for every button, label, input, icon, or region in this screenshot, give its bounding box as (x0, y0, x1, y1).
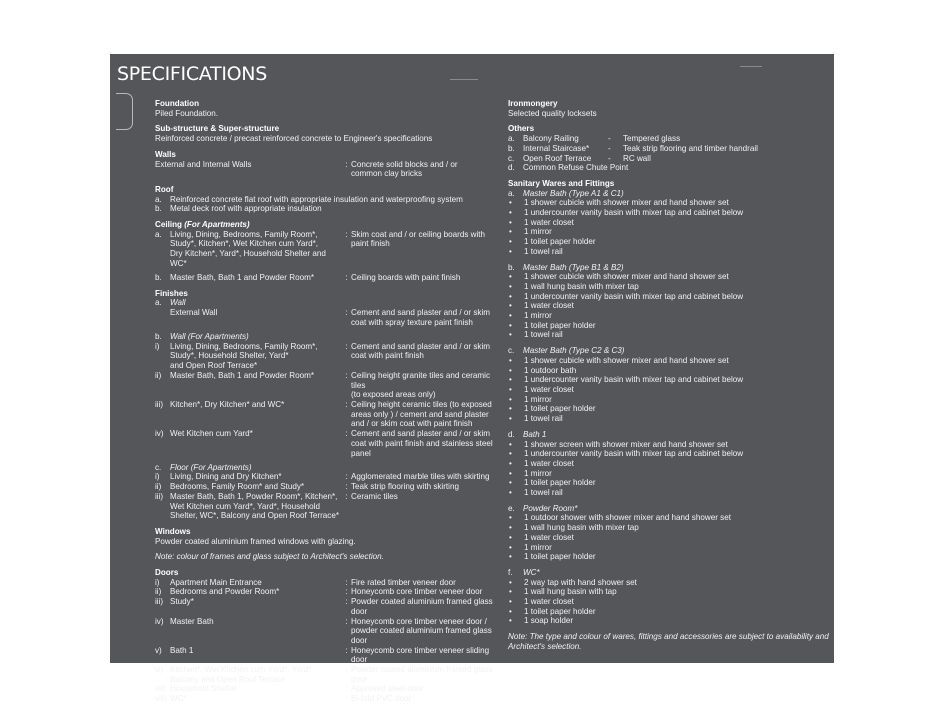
sanitary-item-text: 1 mirror (524, 542, 552, 552)
door-label: Kitchen*, Wet Kitchen cum Yard*, Yard*, (170, 665, 314, 675)
colon: : (345, 491, 348, 501)
colon: : (345, 429, 348, 439)
sanitary-item (508, 578, 830, 588)
wall-label: External Wall (170, 308, 218, 318)
sanitary-item (508, 395, 830, 405)
ceiling-row (155, 273, 495, 283)
wall-apts-desc: Cement and sand plaster and / or skim (351, 341, 491, 351)
bullet-icon: • (509, 577, 512, 587)
bullet-icon: • (509, 365, 512, 375)
bullet-icon: • (509, 355, 512, 365)
bullet-icon: • (509, 523, 512, 533)
item-letter: a. (508, 134, 515, 144)
door-desc: Approved steel door (351, 684, 424, 694)
bullet-icon: • (509, 246, 512, 256)
floor-label: Master Bath, Bath 1, Powder Room*, Kitchen*, (170, 491, 338, 501)
sanitary-item (508, 301, 830, 311)
sanitary-item (508, 478, 830, 488)
sanitary-item (508, 237, 830, 247)
right-column (508, 99, 830, 652)
walls-heading: Walls (155, 149, 176, 159)
others-label: Open Roof Terrace (523, 153, 592, 163)
sanitary-heading: Sanitary Wares and Fittings (508, 178, 615, 188)
sanitary-item (508, 282, 830, 292)
item-numeral: ii) (155, 370, 162, 380)
colon: : (345, 587, 348, 597)
wall-apts-label: Kitchen*, Dry Kitchen* and WC* (170, 399, 285, 409)
bullet-icon: • (509, 587, 512, 597)
colon: : (345, 694, 348, 704)
sanitary-item (508, 208, 830, 218)
item-letter: f. (508, 567, 513, 577)
item-numeral: iii) (155, 597, 164, 607)
doors-heading: Doors (155, 568, 179, 578)
sanitary-item (508, 440, 830, 450)
door-row (155, 597, 495, 616)
item-letter: c. (508, 346, 515, 356)
sanitary-group-title: Bath 1 (523, 429, 547, 439)
bullet-icon: • (509, 532, 512, 542)
item-numeral: iii) (155, 399, 164, 409)
door-row (155, 587, 495, 597)
specifications-sheet (110, 54, 834, 704)
sanitary-group-title-row (508, 568, 830, 578)
windows-note: Note: colour of frames and glass subject to Architect's selection. (155, 552, 384, 562)
item-numeral: iv) (155, 616, 164, 626)
sanitary-item-text: 2 way tap with hand shower set (524, 577, 637, 587)
sanitary-group-title: WC* (523, 567, 540, 577)
sanitary-group-title-row (508, 263, 830, 273)
colon: : (345, 684, 348, 694)
scan-mark (450, 79, 478, 80)
others-desc: Teak strip flooring and timber handrail (623, 143, 758, 153)
colon: : (345, 159, 348, 169)
door-desc: Bi-fold PVC door (351, 694, 412, 704)
bullet-icon: • (509, 272, 512, 282)
sanitary-item-text: 1 shower cubicle with shower mixer and hand shower set (524, 198, 729, 208)
others-row (508, 134, 830, 144)
bullet-icon: • (509, 552, 512, 562)
walls-label: External and Internal Walls (155, 159, 252, 169)
item-numeral: ii) (155, 482, 162, 492)
item-letter: b. (155, 273, 162, 283)
sanitary-note: Note: The type and colour of wares, fittings and accessories are subject to availability and Architect's selection. (508, 632, 829, 651)
bullet-icon: • (509, 198, 512, 208)
wall-apts-row (155, 342, 495, 371)
sanitary-item (508, 488, 830, 498)
bullet-icon: • (509, 468, 512, 478)
sanitary-item (508, 459, 830, 469)
bullet-icon: • (509, 414, 512, 424)
bullet-icon: • (509, 449, 512, 459)
sanitary-item-text: 1 shower cubicle with shower mixer and hand shower set (524, 355, 729, 365)
wall-row (155, 308, 495, 327)
door-desc: Powder coated aluminium framed glass (351, 665, 493, 675)
walls-desc: common clay bricks (351, 169, 423, 179)
sanitary-item-text: 1 toilet paper holder (524, 552, 596, 562)
bullet-icon: • (509, 320, 512, 330)
sanitary-item-text: 1 undercounter vanity basin with mixer tap and cabinet below (524, 291, 744, 301)
item-letter: b. (508, 143, 515, 153)
sanitary-item (508, 552, 830, 562)
ceiling-label: Living, Dining, Bedrooms, Family Room*, (170, 229, 318, 239)
sanitary-item (508, 311, 830, 321)
door-row (155, 617, 495, 646)
ironmongery-heading: Ironmongery (508, 99, 558, 108)
sanitary-item (508, 356, 830, 366)
sanitary-item (508, 513, 830, 523)
ceiling-heading (155, 220, 495, 230)
wall-apts-row (155, 371, 495, 400)
windows-heading: Windows (155, 526, 191, 536)
sanitary-group-title-row (508, 346, 830, 356)
floor-label: Wet Kitchen cum Yard*, Yard*, Household (170, 501, 320, 511)
sanitary-item-text: 1 towel rail (524, 246, 563, 256)
substructure-heading: Sub-structure & Super-structure (155, 124, 280, 134)
roof-text: Reinforced concrete flat roof with appropriate insulation and waterproofing system (170, 194, 463, 204)
bullet-icon: • (509, 217, 512, 227)
sanitary-item (508, 607, 830, 617)
item-letter: b. (155, 332, 162, 342)
door-label: WC* (170, 694, 187, 704)
others-row (508, 154, 830, 164)
item-numeral: v) (155, 645, 162, 655)
sanitary-item-text: 1 mirror (524, 311, 552, 321)
bracket-decoration (116, 93, 133, 130)
item-letter: a. (155, 194, 162, 204)
sanitary-groups (508, 189, 830, 627)
bullet-icon: • (509, 513, 512, 523)
wall-apts-row (155, 400, 495, 429)
sanitary-item-text: 1 water closet (524, 301, 574, 311)
others-dash: - (608, 153, 611, 163)
sanitary-group-title-row (508, 189, 830, 199)
floor-row (155, 482, 495, 492)
ironmongery-text: Selected quality locksets (508, 108, 597, 118)
sanitary-item-text: 1 toilet paper holder (524, 237, 596, 247)
door-label: Apartment Main Entrance (170, 577, 262, 587)
roof-text: Metal deck roof with appropriate insulation (170, 204, 322, 214)
foundation-heading: Foundation (155, 99, 200, 108)
floor-desc: Ceramic tiles (351, 491, 398, 501)
floor-apts-title: Floor (For Apartments) (170, 462, 252, 472)
item-letter: e. (508, 503, 515, 513)
colon: : (345, 370, 348, 380)
ceiling-desc: Ceiling boards with paint finish (351, 273, 461, 283)
sanitary-item (508, 247, 830, 257)
sanitary-item-text: 1 water closet (524, 384, 574, 394)
bullet-icon: • (509, 597, 512, 607)
bullet-icon: • (509, 375, 512, 385)
sanitary-item (508, 543, 830, 553)
roof-heading: Roof (155, 184, 174, 194)
bullet-icon: • (509, 291, 512, 301)
others-label: Balcony Railing (523, 134, 579, 144)
wall-apts-label: Master Bath, Bath 1 and Powder Room* (170, 370, 314, 380)
sanitary-item (508, 449, 830, 459)
windows-text: Powder coated aluminium framed windows with glazing. (155, 536, 356, 546)
sanitary-item (508, 616, 830, 626)
item-letter: d. (508, 163, 515, 173)
item-letter: c. (155, 462, 162, 472)
sanitary-item-text: 1 mirror (524, 227, 552, 237)
wall-apts-label: Wet Kitchen cum Yard* (170, 429, 253, 439)
door-desc: Powder coated aluminium framed glass (351, 597, 493, 607)
bullet-icon: • (509, 616, 512, 626)
wall-apts-row (155, 429, 495, 458)
item-numeral: i) (155, 472, 160, 482)
sanitary-item-text: 1 undercounter vanity basin with mixer tap and cabinet below (524, 449, 744, 459)
item-letter: b. (155, 204, 162, 214)
sanitary-item-text: 1 water closet (524, 217, 574, 227)
bullet-icon: • (509, 227, 512, 237)
sanitary-item (508, 404, 830, 414)
floor-desc: Teak strip flooring with skirting (351, 482, 459, 492)
ceiling-desc: paint finish (351, 239, 390, 249)
sanitary-group-title: Master Bath (Type A1 & C1) (523, 188, 624, 198)
sanitary-group-title: Master Bath (Type C2 & C3) (523, 346, 625, 356)
bullet-icon: • (509, 384, 512, 394)
others-label: Internal Staircase* (523, 143, 590, 153)
door-label: Bath 1 (170, 645, 194, 655)
bullet-icon: • (509, 208, 512, 218)
scan-mark (740, 66, 762, 67)
wall-apts-desc: panel (351, 448, 371, 458)
sanitary-item-text: 1 outdoor shower with shower mixer and hand shower set (524, 513, 731, 523)
wall-apts-desc: coat with paint finish and stainless steel (351, 438, 493, 448)
sanitary-item (508, 587, 830, 597)
floor-row (155, 492, 495, 521)
bullet-icon: • (509, 439, 512, 449)
door-desc: Honeycomb core timber veneer door / (351, 616, 487, 626)
others-dash: - (608, 143, 611, 153)
left-column (155, 99, 495, 704)
bullet-icon: • (509, 311, 512, 321)
ceiling-row (155, 230, 495, 269)
door-row (155, 646, 495, 665)
wall-apts-title: Wall (For Apartments) (170, 332, 249, 342)
sanitary-item (508, 385, 830, 395)
roof-row (155, 195, 495, 205)
sanitary-item-text: 1 water closet (524, 458, 574, 468)
item-numeral: vii) (155, 684, 166, 694)
sanitary-group-title: Master Bath (Type B1 & B2) (523, 262, 624, 272)
sanitary-item (508, 469, 830, 479)
sanitary-item-text: 1 water closet (524, 597, 574, 607)
item-letter: d. (508, 429, 515, 439)
sanitary-item-text: 1 water closet (524, 532, 574, 542)
colon: : (345, 229, 348, 239)
wall-apts-desc: Ceiling height ceramic tiles (to exposed (351, 399, 492, 409)
item-numeral: iii) (155, 491, 164, 501)
sanitary-group-title-row (508, 430, 830, 440)
sanitary-item-text: 1 toilet paper holder (524, 478, 596, 488)
sanitary-item-text: 1 wall hung basin with mixer tap (524, 523, 639, 533)
walls-desc: Concrete solid blocks and / or (351, 159, 458, 169)
item-numeral: viii) (155, 694, 168, 704)
item-numeral: i) (155, 577, 160, 587)
wall-desc: Cement and sand plaster and / or skim (351, 308, 491, 318)
bullet-icon: • (509, 542, 512, 552)
wall-apts-desc: coat with paint finish (351, 351, 424, 361)
item-numeral: ii) (155, 587, 162, 597)
door-label: Household Shelter (170, 684, 237, 694)
colon: : (345, 399, 348, 409)
wall-apts-label: Living, Dining, Bedrooms, Family Room*, (170, 341, 318, 351)
wall-apts-desc: Ceiling height granite tiles and ceramic tiles (351, 370, 491, 390)
ceiling-heading-title: Ceiling (155, 220, 182, 230)
door-desc: Honeycomb core timber veneer door (351, 587, 483, 597)
sanitary-item-text: 1 shower screen with shower mixer and hand shower set (524, 439, 728, 449)
sanitary-item (508, 292, 830, 302)
item-letter: a. (155, 298, 162, 308)
sanitary-item (508, 330, 830, 340)
sanitary-item-text: 1 shower cubicle with shower mixer and hand shower set (524, 272, 729, 282)
colon: : (345, 597, 348, 607)
finishes-subsection (155, 463, 495, 473)
colon: : (345, 616, 348, 626)
floor-label: Living, Dining and Dry Kitchen* (170, 472, 282, 482)
door-label: Master Bath (170, 616, 214, 626)
door-row (155, 578, 495, 588)
wall-apts-desc: and / or skim coat with paint finish (351, 419, 473, 429)
sanitary-item (508, 597, 830, 607)
sanitary-item (508, 218, 830, 228)
sanitary-item-text: 1 towel rail (524, 414, 563, 424)
wall-apts-label: and Open Roof Terrace* (170, 361, 258, 371)
sanitary-item (508, 414, 830, 424)
sanitary-item (508, 198, 830, 208)
sanitary-item (508, 272, 830, 282)
colon: : (345, 665, 348, 675)
door-desc: door (351, 606, 368, 616)
door-row (155, 684, 495, 694)
others-heading: Others (508, 124, 535, 134)
others-row (508, 144, 830, 154)
sanitary-item-text: 1 wall hung basin with tap (524, 587, 617, 597)
wall-apts-desc: Cement and sand plaster and / or skim (351, 429, 491, 439)
item-numeral: iv) (155, 429, 164, 439)
floor-row (155, 472, 495, 482)
wall-apts-desc: areas only ) / cement and sand plaster (351, 409, 489, 419)
floor-label: Bedrooms, Family Room* and Study* (170, 482, 305, 492)
door-label: Balcony and Open Roof Terrace (170, 674, 286, 684)
sanitary-item-text: 1 undercounter vanity basin with mixer tap and cabinet below (524, 208, 744, 218)
item-letter: b. (508, 262, 515, 272)
sanitary-item (508, 321, 830, 331)
door-row (155, 694, 495, 704)
finishes-subsection (155, 298, 495, 308)
wall-title: Wall (170, 298, 186, 308)
walls-row (155, 160, 495, 179)
wall-apts-label: Study*, Household Shelter, Yard* (170, 351, 289, 361)
item-letter: c. (508, 153, 515, 163)
sanitary-item-text: 1 toilet paper holder (524, 320, 596, 330)
colon: : (345, 472, 348, 482)
others-dash: - (608, 134, 611, 144)
bullet-icon: • (509, 281, 512, 291)
others-desc: RC wall (623, 153, 651, 163)
door-label: Study* (170, 597, 194, 607)
page-title: SPECIFICATIONS (117, 63, 267, 85)
ceiling-heading-note: (For Apartments) (184, 220, 250, 230)
sanitary-item (508, 227, 830, 237)
bullet-icon: • (509, 394, 512, 404)
colon: : (345, 577, 348, 587)
ceiling-label: Master Bath, Bath 1 and Powder Room* (170, 273, 314, 283)
sanitary-group-title: Powder Room* (523, 503, 578, 513)
sanitary-item-text: 1 wall hung basin with mixer tap (524, 281, 639, 291)
item-letter: a. (508, 188, 515, 198)
roof-row (155, 204, 495, 214)
colon: : (345, 341, 348, 351)
bullet-icon: • (509, 237, 512, 247)
item-numeral: vi) (155, 665, 164, 675)
bullet-icon: • (509, 330, 512, 340)
sanitary-item-text: 1 toilet paper holder (524, 404, 596, 414)
sanitary-item-text: 1 mirror (524, 394, 552, 404)
bullet-icon: • (509, 478, 512, 488)
sanitary-item-text: 1 toilet paper holder (524, 606, 596, 616)
others-label: Common Refuse Chute Point (523, 163, 629, 173)
substructure-text: Reinforced concrete / precast reinforced concrete to Engineer's specifications (155, 134, 433, 144)
others-row (508, 163, 830, 173)
door-desc: powder coated aluminium framed glass (351, 626, 492, 636)
sanitary-item (508, 366, 830, 376)
door-desc: door (351, 674, 368, 684)
finishes-subsection (155, 332, 495, 342)
colon: : (345, 645, 348, 655)
wall-apts-desc: (to exposed areas only) (351, 390, 436, 400)
door-row (155, 665, 495, 684)
sanitary-group-title-row (508, 504, 830, 514)
door-desc: Honeycomb core timber veneer sliding door (351, 645, 490, 665)
others-desc: Tempered glass (623, 134, 681, 144)
colon: : (345, 308, 348, 318)
wall-desc: coat with spray texture paint finish (351, 317, 473, 327)
sanitary-item (508, 533, 830, 543)
bullet-icon: • (509, 458, 512, 468)
foundation-text: Piled Foundation. (155, 108, 218, 118)
bullet-icon: • (509, 404, 512, 414)
colon: : (345, 482, 348, 492)
sanitary-item-text: 1 towel rail (524, 488, 563, 498)
item-numeral: i) (155, 341, 160, 351)
door-desc: door (351, 635, 368, 645)
door-desc: Fire rated timber veneer door (351, 577, 456, 587)
sanitary-item (508, 375, 830, 385)
floor-label: Shelter, WC*, Balcony and Open Roof Terrace* (170, 511, 340, 521)
door-label: Bedrooms and Powder Room* (170, 587, 280, 597)
finishes-heading: Finishes (155, 288, 188, 298)
ceiling-desc: Skim coat and / or ceiling boards with (351, 229, 486, 239)
sanitary-item-text: 1 soap holder (524, 616, 574, 626)
colon: : (345, 273, 348, 283)
sanitary-item-text: 1 undercounter vanity basin with mixer tap and cabinet below (524, 375, 744, 385)
bullet-icon: • (509, 488, 512, 498)
sanitary-item-text: 1 mirror (524, 468, 552, 478)
sanitary-item (508, 523, 830, 533)
item-letter: a. (155, 229, 162, 239)
bullet-icon: • (509, 301, 512, 311)
floor-desc: Agglomerated marble tiles with skirting (351, 472, 490, 482)
bullet-icon: • (509, 606, 512, 616)
ceiling-label: Study*, Kitchen*, Wet Kitchen cum Yard*, (170, 239, 319, 249)
ceiling-label: Dry Kitchen*, Yard*, Household Shelter and WC* (170, 249, 326, 268)
sanitary-item-text: 1 towel rail (524, 330, 563, 340)
sanitary-item-text: 1 outdoor bath (524, 365, 577, 375)
